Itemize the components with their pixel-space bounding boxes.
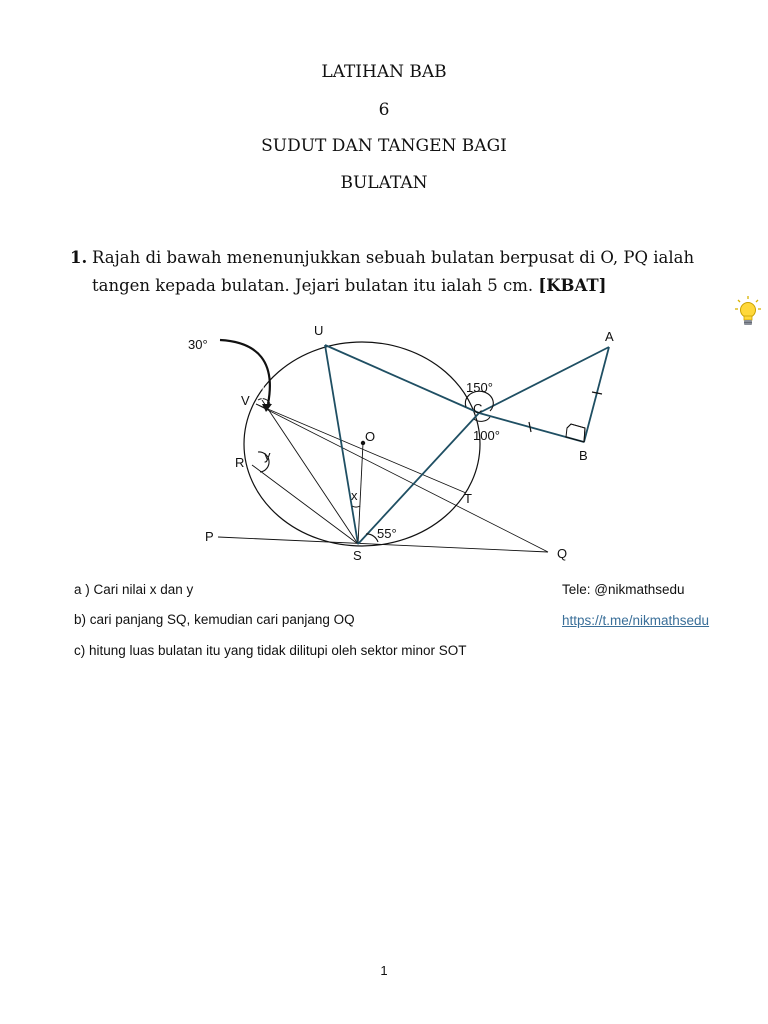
line-rs [252,465,358,544]
label-p: P [205,529,214,544]
label-angle-150: 150° [466,380,493,395]
label-v: V [241,393,250,408]
telegram-handle: Tele: @nikmathsedu [562,582,685,597]
label-u: U [314,323,324,338]
line-uc [325,345,479,413]
label-a: A [605,329,614,344]
line-vq [256,404,548,552]
label-c: C [473,401,483,416]
label-o: O [365,429,376,444]
subquestion-c: c) hitung luas bulatan itu yang tidak dilitupi oleh sektor minor SOT [74,643,467,658]
label-angle-55: 55° [377,526,397,541]
line-ca [479,347,609,413]
kbat-tag: [KBAT] [538,276,607,295]
label-angle-30: 30° [188,337,208,352]
line-ab [584,347,609,442]
title-line-1: LATIHAN BAB [321,62,447,82]
circle-geometry-diagram [0,300,768,570]
page-number: 1 [380,963,388,978]
line-os [358,443,363,544]
label-q: Q [557,546,568,561]
label-x: x [351,488,358,503]
question-text-1: Rajah di bawah menenunjukkan sebuah bulatan berpusat di O, PQ ialah [92,248,695,267]
title-line-4: BULATAN [340,173,428,193]
line-vs [262,400,358,544]
line-cs [358,413,479,544]
label-t: T [464,491,472,506]
telegram-link[interactable]: https://t.me/nikmathsedu [562,613,710,628]
title-line-2: 6 [378,100,390,120]
angle-arc-s-x [352,506,360,507]
question-number: 1. [70,248,88,267]
label-y: y [264,448,271,463]
line-us [325,345,358,544]
title-line-3: SUDUT DAN TANGEN BAGI [261,136,507,156]
label-b: B [579,448,588,463]
subquestion-a: a ) Cari nilai x dan y [74,582,194,597]
subquestion-b: b) cari panjang SQ, kemudian cari panjang OQ [74,612,355,627]
label-r: R [235,455,245,470]
label-angle-100: 100° [473,428,500,443]
label-s: S [353,548,362,563]
question-text-2: tangen kepada bulatan. Jejari bulatan itu ialah 5 cm. [92,276,534,295]
question-1 [70,244,730,300]
